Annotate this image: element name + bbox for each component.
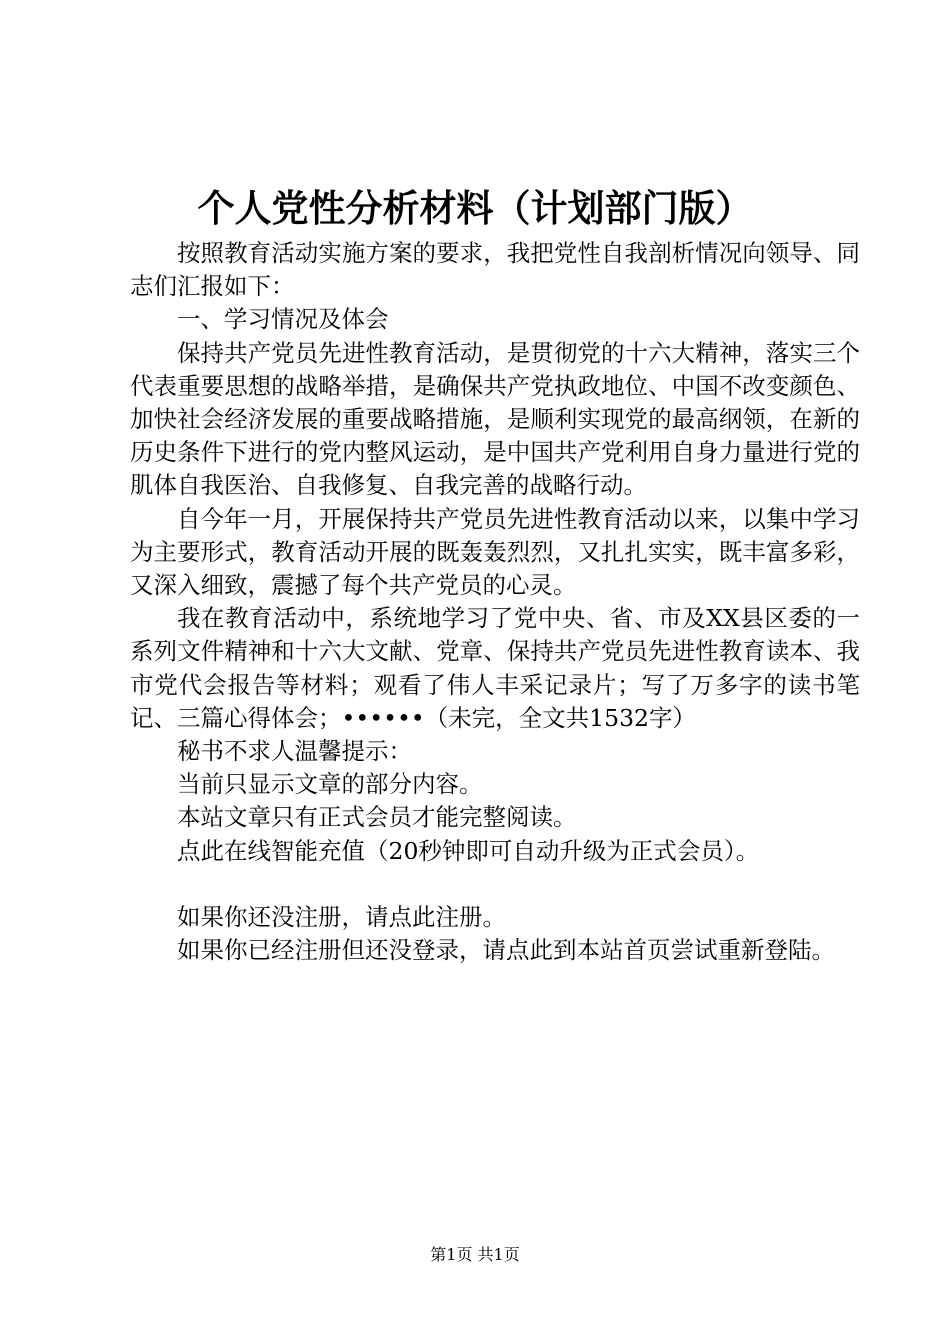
blank-line <box>130 868 860 901</box>
document-title: 个人党性分析材料（计划部门版） <box>197 186 753 230</box>
notice-line: 当前只显示文章的部分内容。 <box>177 770 483 799</box>
document-body <box>130 237 860 967</box>
body-paragraph: 自今年一月，开展保持共产党员先进性教育活动以来，以集中学习为主要形式，教育活动开展的既轰轰烈烈，又扎扎实实，既丰富多彩，又深入细致，震撼了每个共产党员的心灵。 <box>130 504 860 600</box>
section-heading: 一、学习情况及体会 <box>177 305 389 334</box>
body-paragraph: 保持共产党员先进性教育活动，是贯彻党的十六大精神，落实三个代表重要思想的战略举措，是确保共产党执政地位、中国不改变颜色、加快社会经济发展的重要战略措施，是顺利实现党的最高纲领，在新的历史条件下进行的党内整风运动，是中国共产党利用自身力量进行党的肌体自我医治、自我修复、自我完善的战略行动。 <box>130 338 860 500</box>
page-footer: 第1页 共1页 <box>430 1245 520 1264</box>
notice-heading: 秘书不求人温馨提示： <box>177 737 412 766</box>
intro-paragraph: 按照教育活动实施方案的要求，我把党性自我剖析情况向领导、同志们汇报如下： <box>130 239 860 301</box>
notice-line: 本站文章只有正式会员才能完整阅读。 <box>177 803 577 832</box>
body-paragraph: 我在教育活动中，系统地学习了党中央、省、市及XX县区委的一系列文件精神和十六大文献、党章、保持共产党员先进性教育读本、我市党代会报告等材料；观看了伟人丰采记录片；写了万多字的读书笔记、三篇心得体会；••••••（未完，全文共1532字） <box>130 604 860 732</box>
register-link[interactable]: 如果你还没注册，请点此注册。 <box>177 903 506 932</box>
recharge-link[interactable]: 点此在线智能充值（20秒钟即可自动升级为正式会员）。 <box>177 836 760 865</box>
login-link[interactable]: 如果你已经注册但还没登录，请点此到本站首页尝试重新登陆。 <box>177 936 835 965</box>
